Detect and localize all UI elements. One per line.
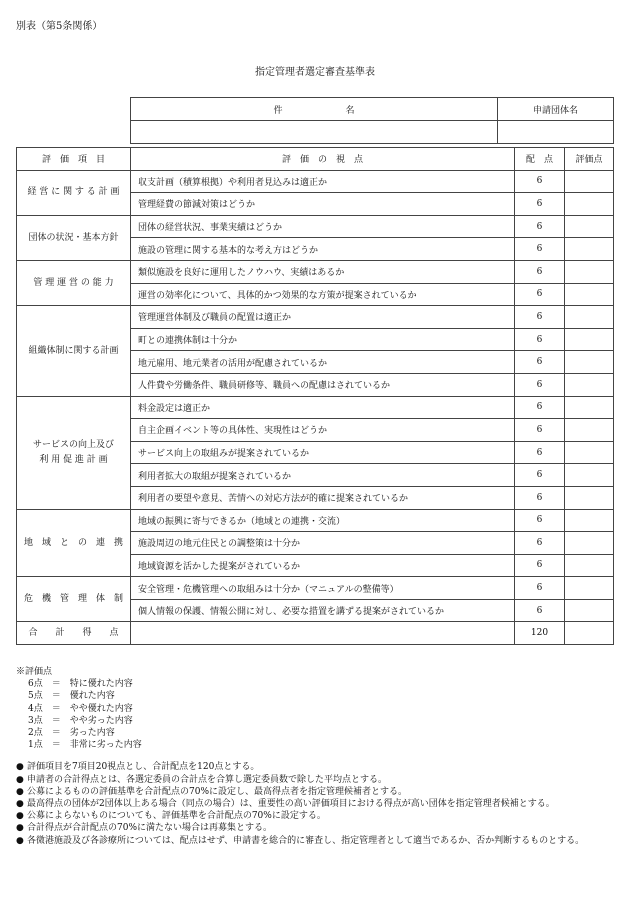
- total-label: 合 計 得 点: [17, 622, 131, 645]
- points-cell: 6: [515, 577, 565, 600]
- points-cell: 6: [515, 396, 565, 419]
- rule-item: [16, 822, 596, 834]
- category-name-line2: 利 用 促 進 計 画: [39, 454, 108, 465]
- header-category: 評 価 項 目: [17, 148, 131, 171]
- viewpoint-cell: 自主企画イベント等の具体性、実現性はどうか: [131, 419, 515, 442]
- rule-text: 申請者の合計得点とは、各選定委員の合計点を合算し選定委員数で除した平均点とする。: [27, 774, 388, 785]
- scale-item: 6点 ＝ 特に優れた内容: [28, 679, 133, 690]
- points-cell: 6: [515, 532, 565, 555]
- category-cell: 組織体制に関する計画: [17, 306, 131, 396]
- viewpoint-cell: 地域資源を活かした提案がされているか: [131, 554, 515, 577]
- rule-text: 公募によらないものについても、評価基準を合計配点の70%に設定する。: [27, 811, 326, 822]
- rule-item: [16, 798, 596, 810]
- table-row: [17, 509, 614, 532]
- viewpoint-cell: 利用者拡大の取組が提案されているか: [131, 464, 515, 487]
- table-row: [17, 170, 614, 193]
- header-score: 評価点: [565, 148, 614, 171]
- category-cell: 管 理 運 営 の 能 力: [17, 260, 131, 305]
- rule-text: 評価項目を7項目20視点とし、合計配点を120点とする。: [27, 762, 260, 773]
- scale-item: 2点 ＝ 劣った内容: [28, 728, 115, 739]
- points-cell: 6: [515, 464, 565, 487]
- points-cell: 6: [515, 283, 565, 306]
- scale-item: 5点 ＝ 優れた内容: [28, 691, 115, 702]
- rules-list: [16, 761, 596, 846]
- viewpoint-cell: 個人情報の保護、情報公開に対し、必要な措置を講ずる提案がされているか: [131, 599, 515, 622]
- appendix-note: 別表（第5条関係）: [16, 21, 103, 32]
- rule-item: [16, 774, 596, 786]
- points-cell: 6: [515, 306, 565, 329]
- score-cell: [565, 554, 614, 577]
- points-cell: 6: [515, 328, 565, 351]
- points-cell: 6: [515, 260, 565, 283]
- criteria-table: [16, 147, 614, 645]
- header-points: 配 点: [515, 148, 565, 171]
- facility-name-header: 件 名: [131, 98, 498, 121]
- table-row: [17, 215, 614, 238]
- rule-text: 合計得点が合計配点の70%に満たない場合は再募集とする。: [27, 823, 273, 834]
- bullet-icon: ●: [16, 823, 24, 834]
- rule-text: 最高得点の団体が2団体以上ある場合（同点の場合）は、重要性の高い評価項目における得点が高い団体を指定管理者候補とする。: [27, 799, 555, 810]
- score-cell: [565, 599, 614, 622]
- viewpoint-cell: 料金設定は適正か: [131, 396, 515, 419]
- score-cell: [565, 260, 614, 283]
- score-cell: [565, 193, 614, 216]
- bullet-icon: ●: [16, 835, 24, 846]
- viewpoint-cell: 安全管理・危機管理への取組みは十分か（マニュアルの整備等）: [131, 577, 515, 600]
- bullet-icon: ●: [16, 774, 24, 785]
- category-cell: 団体の状況・基本方針: [17, 215, 131, 260]
- rule-item: [16, 786, 596, 798]
- rule-item: [16, 810, 596, 822]
- points-cell: 6: [515, 509, 565, 532]
- points-cell: 6: [515, 554, 565, 577]
- table-row: [17, 306, 614, 329]
- bullet-icon: ●: [16, 811, 24, 822]
- points-cell: 6: [515, 193, 565, 216]
- category-cell: 地 域 と の 連 携: [17, 509, 131, 577]
- points-cell: 6: [515, 599, 565, 622]
- score-cell: [565, 577, 614, 600]
- points-cell: 6: [515, 215, 565, 238]
- score-cell: [565, 373, 614, 396]
- score-cell: [565, 215, 614, 238]
- points-cell: 6: [515, 373, 565, 396]
- points-cell: 6: [515, 170, 565, 193]
- bullet-icon: ●: [16, 799, 24, 810]
- rule-item: [16, 835, 596, 847]
- scale-item: 1点 ＝ 非常に劣った内容: [28, 740, 142, 751]
- viewpoint-cell: 管理経費の節減対策はどうか: [131, 193, 515, 216]
- viewpoint-cell: 地域の振興に寄与できるか（地域との連携・交流）: [131, 509, 515, 532]
- category-name-line1: サービスの向上及び: [32, 440, 114, 451]
- document-title: 指定管理者選定審査基準表: [255, 67, 375, 78]
- score-cell: [565, 170, 614, 193]
- bullet-icon: ●: [16, 786, 24, 797]
- table-row: [17, 396, 614, 419]
- scale-title: ※評価点: [16, 667, 53, 677]
- points-cell: 6: [515, 419, 565, 442]
- notes-section: [16, 666, 596, 847]
- scale-item: 3点 ＝ やや劣った内容: [28, 715, 133, 726]
- header-viewpoint: 評 価 の 視 点: [131, 148, 515, 171]
- total-blank-cell: [131, 622, 515, 645]
- points-cell: 6: [515, 441, 565, 464]
- points-cell: 6: [515, 238, 565, 261]
- score-cell: [565, 238, 614, 261]
- total-score: [565, 622, 614, 645]
- viewpoint-cell: 人件費や労働条件、職員研修等、職員への配慮はされているか: [131, 373, 515, 396]
- points-cell: 6: [515, 351, 565, 374]
- category-cell: [17, 396, 131, 509]
- table-row: [17, 260, 614, 283]
- score-cell: [565, 283, 614, 306]
- viewpoint-cell: 施設周辺の地元住民との調整策は十分か: [131, 532, 515, 555]
- scale-item: 4点 ＝ やや優れた内容: [28, 703, 133, 714]
- score-cell: [565, 464, 614, 487]
- viewpoint-cell: 地元雇用、地元業者の活用が配慮されているか: [131, 351, 515, 374]
- category-cell: 危 機 管 理 体 制: [17, 577, 131, 622]
- viewpoint-cell: サービス向上の取組みが提案されているか: [131, 441, 515, 464]
- viewpoint-cell: 団体の経営状況、事業実績はどうか: [131, 215, 515, 238]
- viewpoint-cell: 類似施設を良好に運用したノウハウ、実績はあるか: [131, 260, 515, 283]
- rule-item: [16, 761, 596, 773]
- table-row: [17, 577, 614, 600]
- score-cell: [565, 532, 614, 555]
- application-table: [130, 97, 614, 144]
- applicant-name-value: [498, 121, 614, 144]
- viewpoint-cell: 運営の効率化について、具体的かつ効果的な方策が提案されているか: [131, 283, 515, 306]
- score-cell: [565, 306, 614, 329]
- facility-name-value: [131, 121, 498, 144]
- score-cell: [565, 441, 614, 464]
- viewpoint-cell: 利用者の要望や意見、苦情への対応方法が的確に提案されているか: [131, 486, 515, 509]
- points-cell: 6: [515, 486, 565, 509]
- category-cell: 経 営 に 関 す る 計 画: [17, 170, 131, 215]
- score-cell: [565, 328, 614, 351]
- total-row: [17, 622, 614, 645]
- criteria-header-row: [17, 148, 614, 171]
- bullet-icon: ●: [16, 762, 24, 773]
- viewpoint-cell: 収支計画（積算根拠）や利用者見込みは適正か: [131, 170, 515, 193]
- viewpoint-cell: 施設の管理に関する基本的な考え方はどうか: [131, 238, 515, 261]
- score-cell: [565, 486, 614, 509]
- total-points: 120: [515, 622, 565, 645]
- viewpoint-cell: 管理運営体制及び職員の配置は適正か: [131, 306, 515, 329]
- score-cell: [565, 351, 614, 374]
- score-cell: [565, 396, 614, 419]
- rule-text: 公募によるものの評価基準を合計配点の70%に設定し、最高得点者を指定管理候補者とする。: [27, 786, 408, 797]
- applicant-name-header: 申請団体名: [498, 98, 614, 121]
- viewpoint-cell: 町との連携体制は十分か: [131, 328, 515, 351]
- score-cell: [565, 509, 614, 532]
- rule-text: 各微港施設及び各診療所については、配点はせず、申請書を総合的に審査し、指定管理者として適当であるか、否か判断するものとする。: [27, 835, 585, 846]
- score-cell: [565, 419, 614, 442]
